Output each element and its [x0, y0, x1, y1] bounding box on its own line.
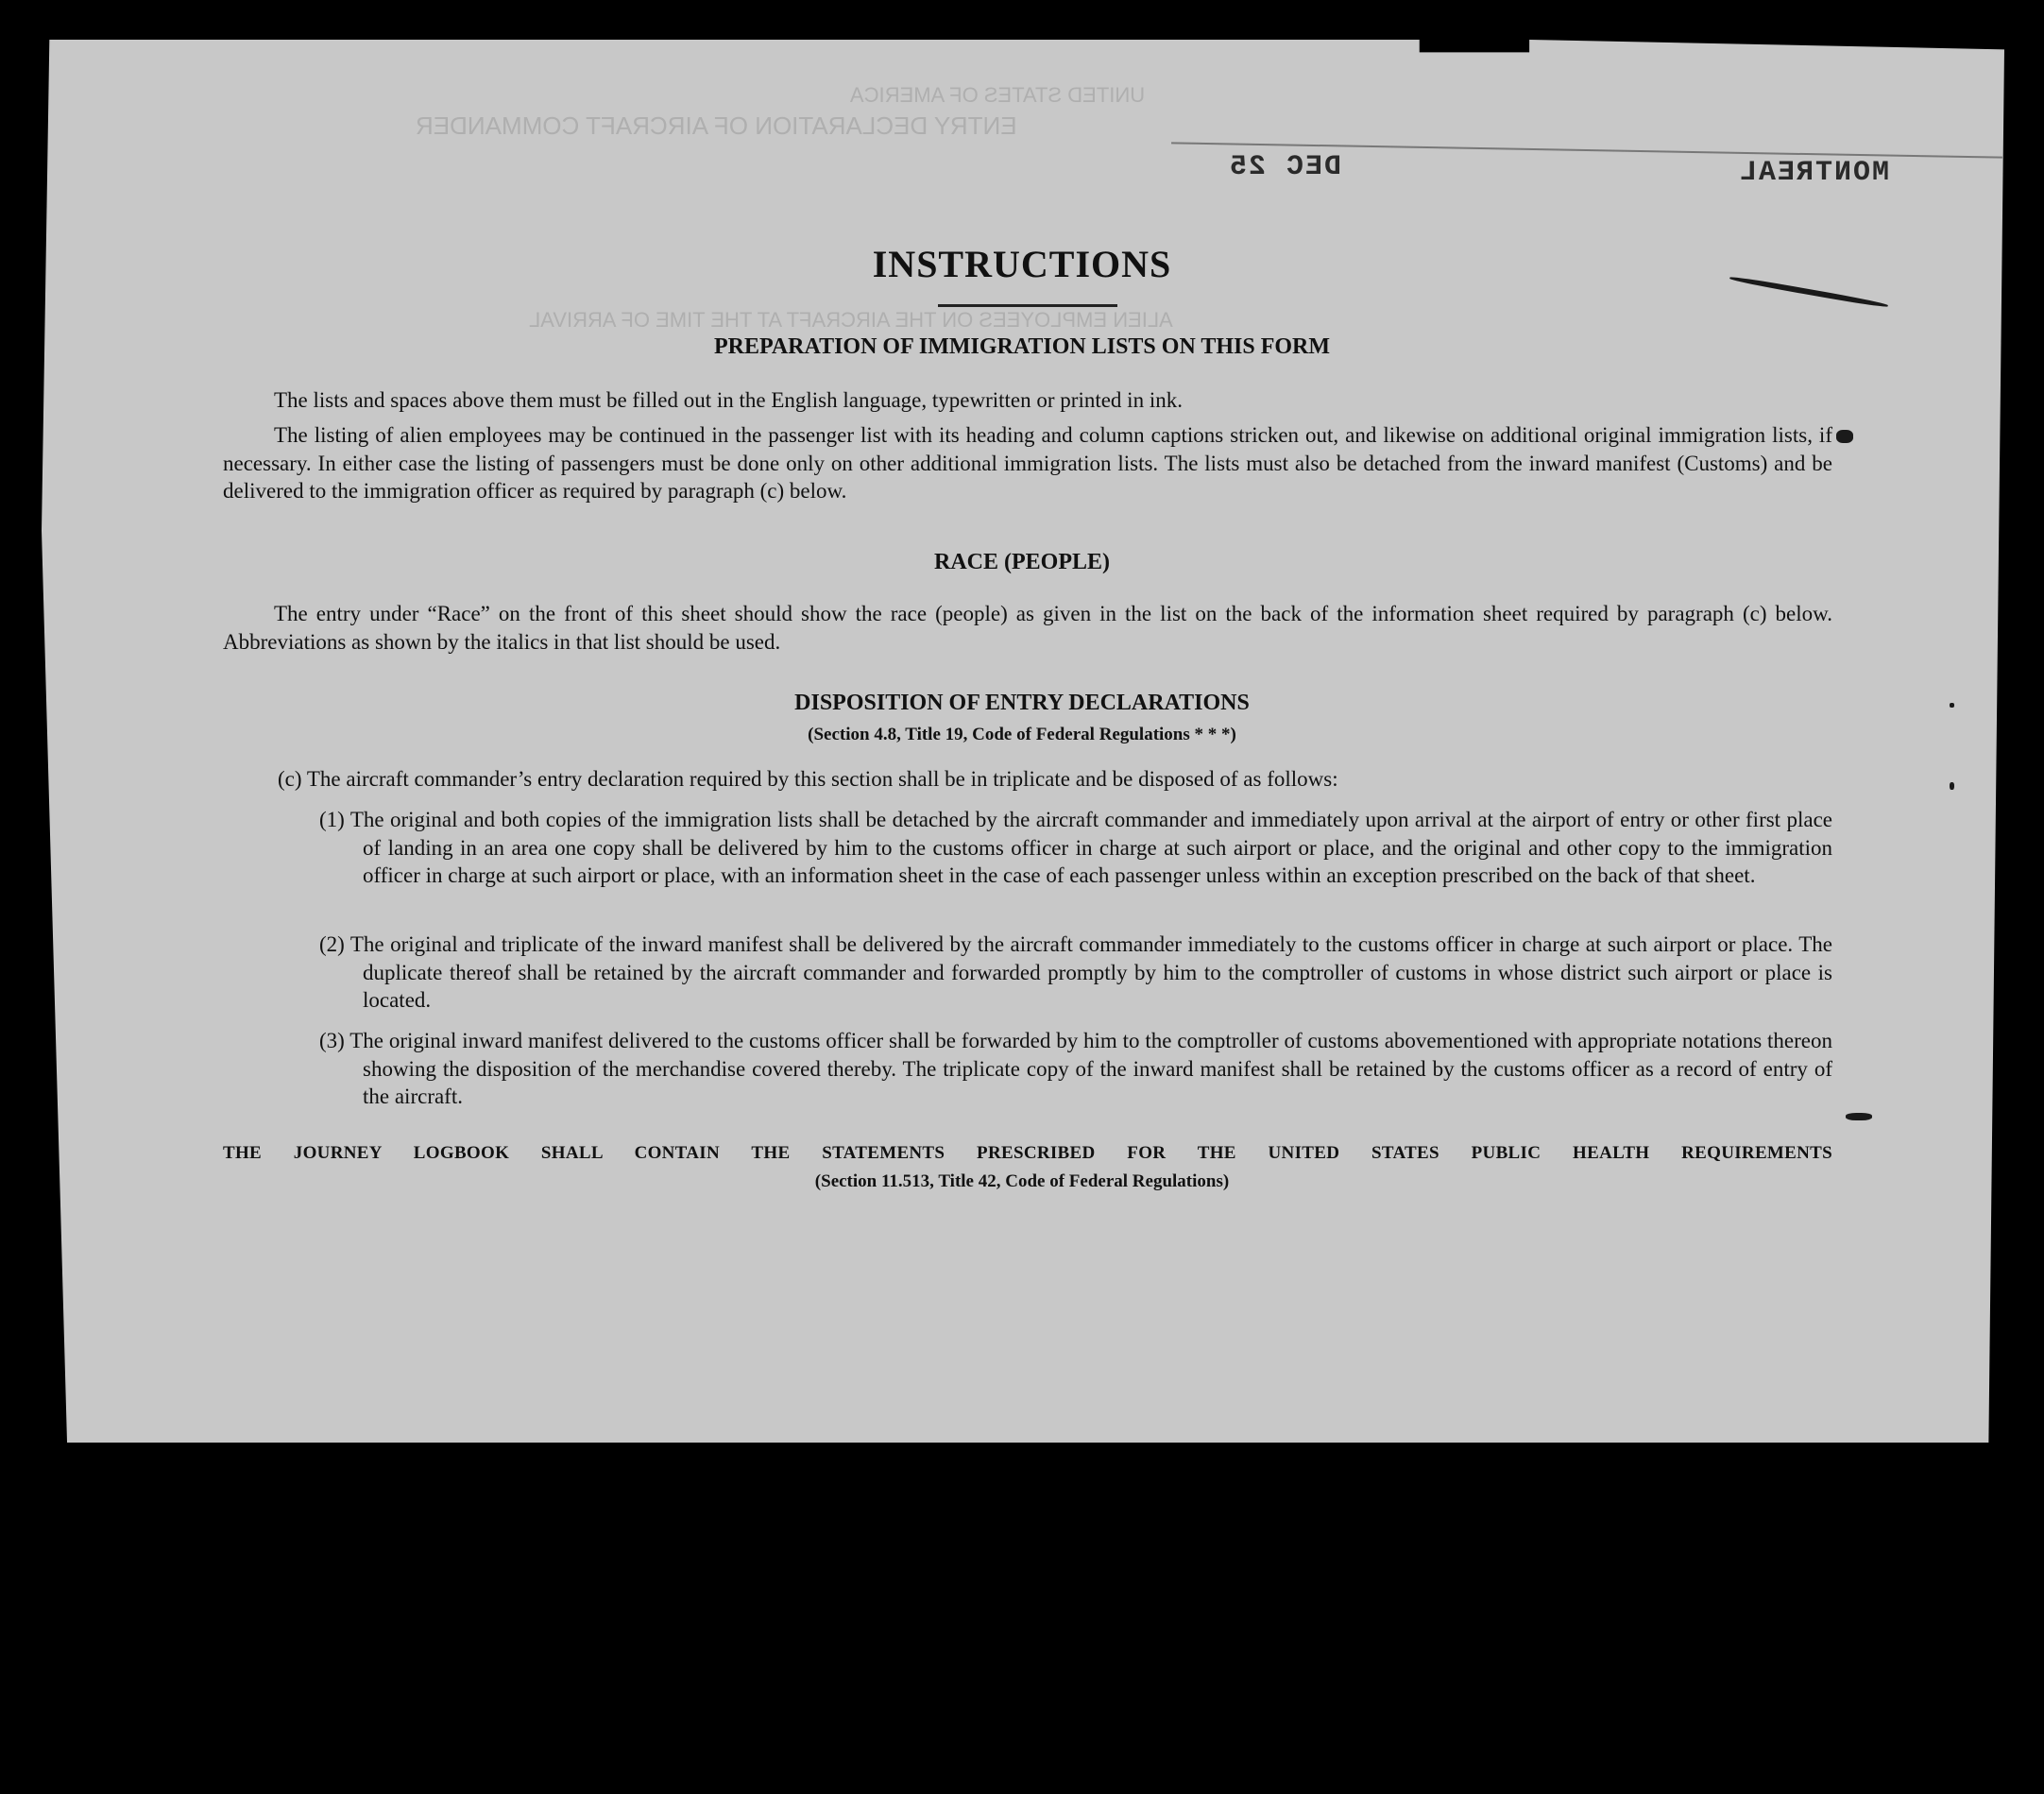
- footer-citation: (Section 11.513, Title 42, Code of Federal Regulations): [814, 1171, 1230, 1191]
- paragraph-language: The lists and spaces above them must be filled out in the English language, typewritten or printed in ink.: [274, 388, 1183, 412]
- section-heading-preparation: PREPARATION OF IMMIGRATION LISTS ON THIS FORM: [713, 334, 1331, 359]
- clause-c: (c) The aircraft commander’s entry declaration required by this section shall be in triplicate and be disposed of as follows:: [278, 767, 1338, 791]
- bleed-through-text: UNITED STATES OF AMERICA: [850, 83, 1146, 107]
- paragraph-alien-employees: The listing of alien employees may be continued in the passenger list with its heading and column captions stricken out, and likewise on additional original immigration lists, if necessary. In either case the listing of passengers must be done only on other additional immigration lists. The lists must also be detached from the inward manifest (Customs) and be delivered to the immigration officer as required by paragraph (c) below.: [223, 423, 1832, 503]
- ink-dot: [1950, 782, 1954, 790]
- stamp-date: DEC 25: [1228, 151, 1342, 183]
- bleed-through-text: ALIEN EMPLOYEES ON THE AIRCRAFT AT THE TIME OF ARRIVAL: [529, 308, 1173, 332]
- section-heading-disposition: DISPOSITION OF ENTRY DECLARATIONS: [794, 691, 1250, 715]
- stamp-place: MONTREAL: [1738, 157, 1890, 189]
- footer-requirement: THE JOURNEY LOGBOOK SHALL CONTAIN THE STATEMENTS PRESCRIBED FOR THE UNITED STATES PUBLIC HEALTH REQUIREMENTS: [223, 1143, 1832, 1163]
- ink-blot: [1836, 430, 1853, 443]
- ink-blot: [1846, 1113, 1872, 1120]
- paragraph-race: The entry under “Race” on the front of this sheet should show the race (people) as given in the list on the back of the information sheet required by paragraph (c) below. Abbreviations as shown by the italics in that list should be used.: [223, 602, 1832, 654]
- ink-dot: [1950, 703, 1954, 708]
- list-item: (2) The original and triplicate of the inward manifest shall be delivered by the aircraft commander immediately to the customs officer in charge at such airport or place. The duplicate thereof shall be retained by the aircraft commander and forwarded promptly by him to the comptroller of customs in whose district such airport or place is located.: [319, 932, 1832, 1012]
- list-item: (3) The original inward manifest delivered to the customs officer shall be forwarded by him to the comptroller of customs abovementioned with appropriate notations thereon showing the disposition of the merchandise covered thereby. The triplicate copy of the inward manifest shall be retained by the customs officer as a record of entry of the aircraft.: [319, 1029, 1832, 1108]
- title-divider: [938, 304, 1117, 307]
- page-title: INSTRUCTIONS: [872, 243, 1172, 285]
- list-item: (1) The original and both copies of the immigration lists shall be detached by the aircraft commander and immediately upon arrival at the airport of entry or other first place of landing in an area one copy shall be delivered by him to the customs officer in charge at such airport or place, and the original and other copy to the immigration officer in charge at such airport or place, with an information sheet in the case of each passenger unless within an exception prescribed on the back of that sheet.: [319, 808, 1832, 887]
- bleed-through-text: ENTRY DECLARATION OF AIRCRAFT COMMANDER: [416, 111, 1017, 140]
- section-citation: (Section 4.8, Title 19, Code of Federal Regulations * * *): [808, 725, 1236, 744]
- section-heading-race: RACE (PEOPLE): [934, 550, 1110, 574]
